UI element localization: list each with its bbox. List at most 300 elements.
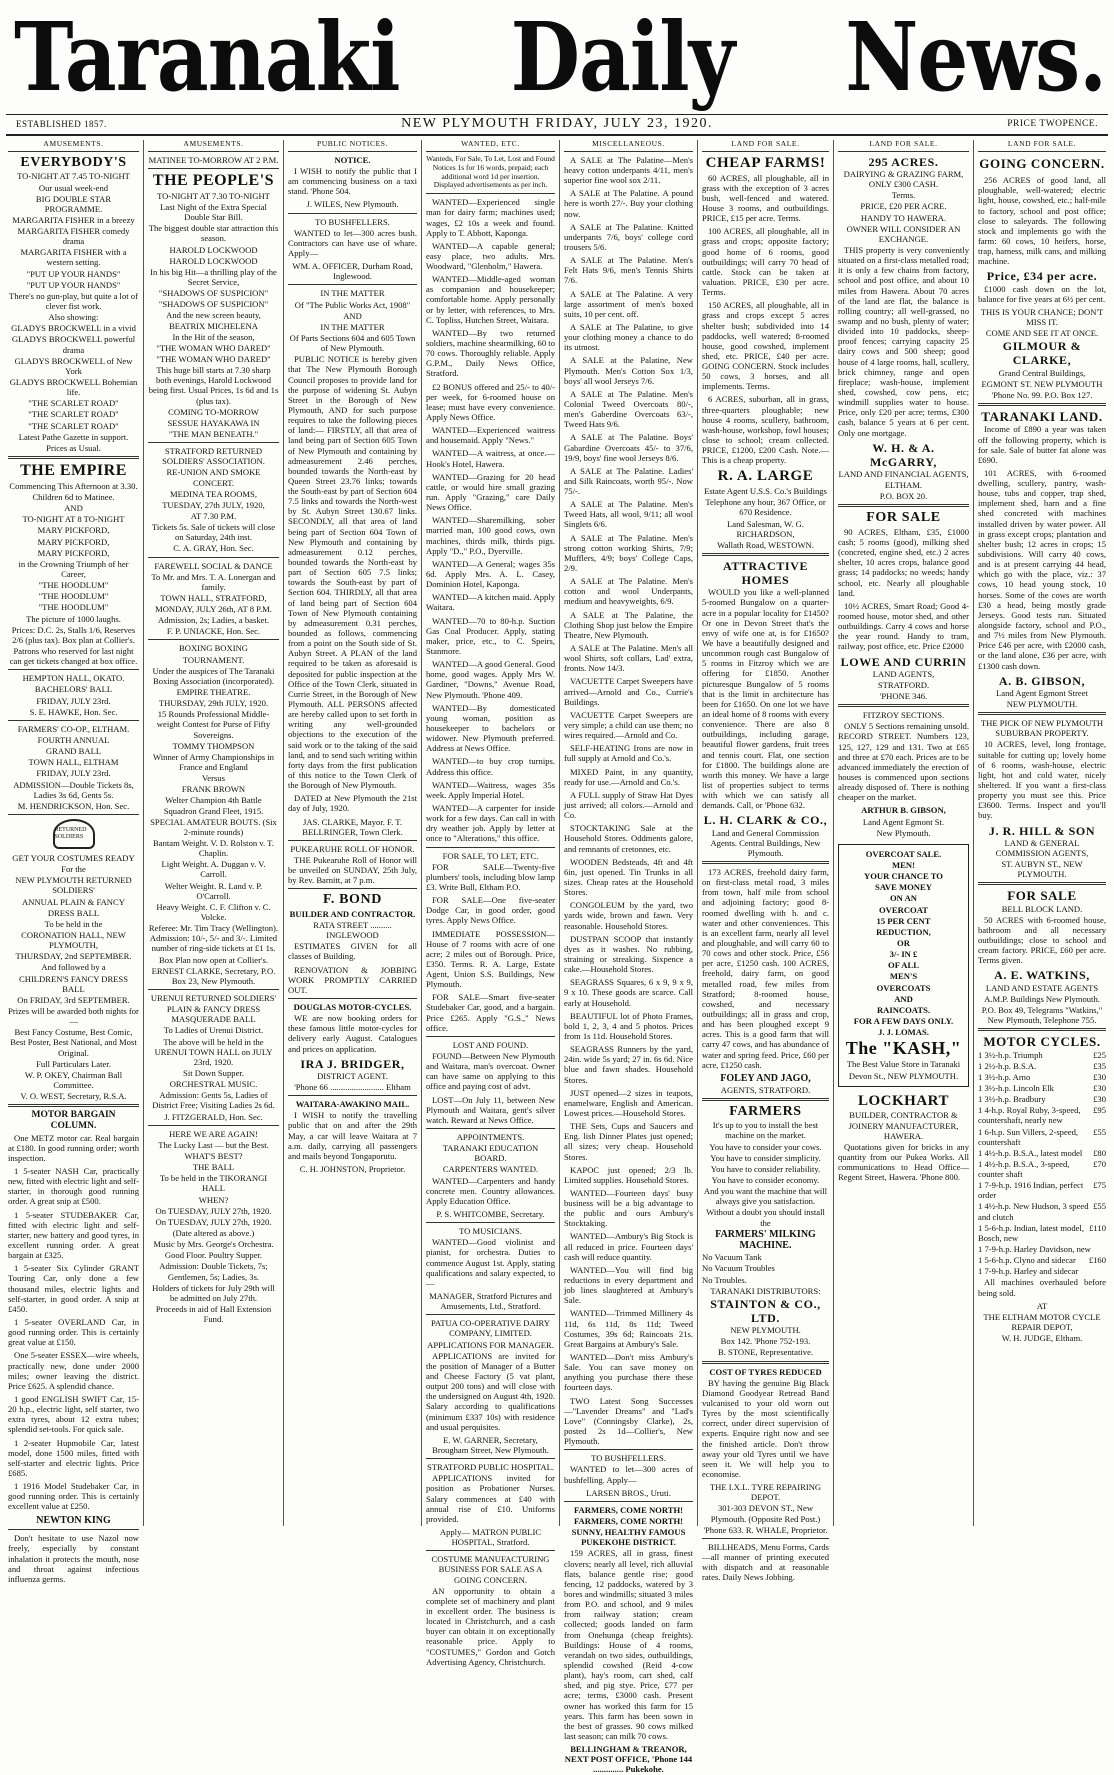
peoples-ad-item: "SHADOWS OF SUSPICION" <box>158 288 269 299</box>
farmers-ball-ad-item: M. HENDRICKSON, Hon. Sec. <box>17 800 130 811</box>
rsa-ball-ad-item: THURSDAY, 2nd SEPTEMBER. <box>15 951 132 962</box>
everybodys-ad-item: MARGARITA FISHER in a breezy <box>12 214 135 225</box>
gibson-name: A. B. GIBSON, <box>998 673 1086 688</box>
wanted-list-item: £2 BONUS offered and 25/- to 40/- per week, for 6-roomed house on lease; must have every convenience. Apply News Office. <box>426 381 555 423</box>
misc-list-item: A SALE at The Palatine. A pound here is worth 27/-. Buy your clothing now. <box>564 188 693 219</box>
motor-cycle-price: £30 <box>1093 1071 1106 1082</box>
kash-lines-item: SAVE MONEY <box>875 882 932 893</box>
misc-list-item: VACUETTE Carpet Sweepers have arrived—Arnold and Co., Currie's Buildings. <box>564 676 693 707</box>
motor-cycle-price: £80 <box>1093 1147 1106 1158</box>
farmers-ball-ad-item: TOWN HALL, ELTHAM <box>28 757 119 768</box>
mcgarry-name: W. H. & A. McGARRY, <box>870 440 937 469</box>
misc-list-item: WANTED—Don't miss Ambury's Sale. You can save money on anything you purchase there these fourteen days. <box>564 1352 693 1393</box>
wanted-list-item: WANTED—Experienced single man for dairy farm; machines used; wages, £2 10s a week and found. Apply to T. Abbott, Kaponga. <box>426 197 555 238</box>
rsa-ball-ad-item: And followed by a <box>41 962 106 973</box>
appointments-title: APPOINTMENTS. <box>456 1132 525 1143</box>
matinee-line: MATINEE TO-MORROW AT 2 P.M. <box>148 154 279 165</box>
tikorangi-ball-ad-item: On TUESDAY, JULY 27th, 1920. <box>155 1216 272 1227</box>
empire-ad <box>8 481 139 666</box>
waitara-text: I WISH to notify the travelling public that on and after the 29th May, a car will leave Waitara at 7 a.m. daily, carrying all passengers and mails beyond Tongaporutu. <box>288 1110 417 1161</box>
misc-list-item: SELF-HEATING Irons are now in full supply at Arnold and Co.'s. <box>564 743 693 764</box>
cheap-farms-list-item: 60 ACRES, all ploughable, all in grass with the exception of 3 acres bush, well-fenced and watered. House 3 rooms, and outbuildings. PRICE, £15 per acre. Terms. <box>702 172 829 224</box>
peoples-ad-item: In the Hit of the season, <box>172 331 255 342</box>
forsale-list-item: FOR SALE—Twenty-five plumbers' tools, including blow lamp £3. Write Bull, Eltham P.O. <box>426 861 555 892</box>
everybodys-ad-item: There's no gun-play, but quite a lot of clever fist work. <box>9 290 138 312</box>
boxing-ad-item: Referee: Mr. Tim Tracy (Wellington). Admission: 10/-, 5/- and 3/-. Limited number of ring-side tickets at £1 1s. <box>148 923 279 954</box>
bush-title: TO BUSHFELLERS. <box>591 1453 666 1464</box>
wanted-list-item: WANTED—A waitress, at once.—Hook's Hotel, Hawera. <box>426 448 555 469</box>
homes-text: WOULD you like a well-planned 5-roomed Bungalow on a quarter-acre in a popular locality for £1450? Or one in Devon Street that's the envy of wife one at, is for £1650? We have a beautifully designed and uncommon rough cast Bungalow of 5 rooms in Fitzroy which we are offering for £1850. Another picturesque Bungalow of 5 rooms that is the limit in architecture has been for £1650. On one lot we have an ideal home of 8 rooms with every convenience. There are also 8 outbuildings, including garage, beautiful flower gardens, fruit trees and tennis court. Flat, one section for £1800. The buildings alone are worth this money. We have a large list of properties subject to terms with which we can satisfy all demands. Call, or 'Phone 632. <box>702 587 829 811</box>
come-north-heading-item: FARMERS, COME NORTH! <box>573 1516 684 1526</box>
farewell-social-ad-item: Admission, 2s; Ladies, a basket. <box>158 615 269 626</box>
billheads-ad: BILLHEADS, Menu Forms, Cards—all manner of printing executed with dispatch and at reasonable rates. Daily News Jobbing. <box>702 1541 829 1583</box>
empire-ad-item: "THE HOODLUM" <box>38 602 109 613</box>
column-heading: WANTED, ETC. <box>426 140 555 152</box>
boxing-ad-item: Light Weight. A. Duggan v. V. Carroll. <box>161 859 266 880</box>
lowe-currin-lines-item: STRATFORD. <box>877 679 930 690</box>
milking-features-item: No Vacuum Troubles <box>702 1263 775 1274</box>
motor-cycle-price: £35 <box>1093 1060 1106 1071</box>
suburban-text: 10 ACRES, level, long frontage, suitable for cutting up; lovely home of 6 rooms, wash-house, electric light, hot and cold water, nicely sheltered. If you want a first-class property you must see this. Price £3600. Terms. Inspect and you'll buy. <box>978 739 1106 821</box>
masthead-word-1: Taranaki <box>14 1 400 113</box>
motor-bargain-list-item: 1 5-seater STUDEBAKER Car, fitted with electric light and self-starter, new battery and good tyres, in excellent running order. A great bargain at £325. <box>8 1209 139 1261</box>
bell-title: FOR SALE <box>1007 888 1077 904</box>
foley-text: 173 ACRES, freehold dairy farm, on first-class metal road, 3 miles from town, half mile from school and adjoining factory; good 8-roomed dwelling with h. and c. water and other conveniences. This is an excellent farm, nearly all level and ploughable, and will carry 60 to 70 cows and other stock. Price, £56 per acre, £1250 cash. 100 ACRES, freehold, dairy farm, on good metalled road, few miles from Stratford; 8-roomed house, cowshed, and necessary outbuildings; all in grass and crop, and has been ploughed except 9 acres. This is a good farm that will carry 47 cows, and has abundance of water and spring feed. Price, £60 per acre, £1250 cash. <box>702 866 829 1070</box>
tikorangi-ball-ad-item: The Lucky Last — but the Best. <box>158 1139 269 1150</box>
kash-lines-item: OVERCOAT <box>878 904 929 915</box>
bridger-phone: 'Phone 66 ......................... Eltham <box>294 1082 411 1093</box>
tikorangi-ball-ad-item: HERE WE ARE AGAIN! <box>169 1128 258 1139</box>
large-agent-lines <box>702 486 829 550</box>
motor-cycle-price: £110 <box>1089 1222 1106 1233</box>
forsale-list <box>426 862 555 1033</box>
wanted-list-item: WANTED—70 to 80-h.p. Suction Gas Coal Producer. Apply, stating maker, price, etc., to C. Speirs, Stanmore. <box>426 615 555 656</box>
tyres-title: COST OF TYRES REDUCED <box>709 1366 822 1377</box>
kash-lines-item: RAINCOATS. <box>876 1004 931 1015</box>
wanted-list <box>426 197 555 843</box>
carpenters-sign: P. S. WHITCOMBE, Secretary. <box>436 1209 545 1220</box>
bridger-name: IRA J. BRIDGER, <box>300 1056 405 1071</box>
nazol-notice: Don't hesitate to use Nazol now freely, especially by constant inhalation it protects the mouth, nose and throat against infectious influenza germs. <box>8 1533 139 1584</box>
boxing-ad-item: 15 Rounds Professional Middle-weight Contest for Purse of Fifty Sovereigns. <box>156 709 271 740</box>
everybodys-ad-item: Prices as Usual. <box>46 442 101 453</box>
masthead-word-3: News. <box>845 1 1106 113</box>
gibson-sub: Land Agent Egmont Street <box>996 687 1088 698</box>
farmers-ball-ad-item: GRAND BALL <box>45 746 102 757</box>
going-concern-text: 256 ACRES of good land, all ploughable, well-watered; electric light, house, cowshed, etc.; half-mile to factory, school and post office; close to saleyards. The following stock and implements go with the farm: 60 cows, 10 heifers, horse, trap, harness, milk cans, and milking machine. <box>978 175 1106 267</box>
ad295-lines-item: DAIRYING & GRAZING FARM, ONLY £300 CASH. <box>843 169 964 190</box>
motor-cycle-row <box>978 1083 1106 1093</box>
motor-cycle-price: £30 <box>1093 1094 1106 1105</box>
motor-cycle-name: 1 5-6-h.p. Indian, latest model, Bosch, new <box>978 1222 1084 1243</box>
bond-address: RATA STREET .......... INGLEWOOD <box>313 920 392 941</box>
misc-list <box>564 155 693 1446</box>
column-heading: LAND FOR SALE. <box>702 140 829 152</box>
motor-cycle-row <box>978 1148 1106 1158</box>
come-north-heading <box>564 1505 693 1548</box>
empire-ad-item: Commencing This Afternoon at 3.30. <box>9 480 138 491</box>
everybodys-title: EVERYBODY'S <box>20 154 127 170</box>
peoples-ad-item: Last Night of the Extra Special Double Star Bill. <box>160 202 267 223</box>
boxing-ad-item: Winner of Army Championships in France and England <box>153 751 274 773</box>
farewell-social-ad <box>148 561 279 637</box>
everybodys-ad-item: GLADYS BROCKWELL in a vivid <box>11 323 136 334</box>
motor-cycle-name: 1 4½-h.p. B.S.A., latest model <box>978 1147 1083 1158</box>
everybodys-ad-item: Also showing: <box>48 312 99 323</box>
wanted-list-item: WANTED—A kitchen maid. Apply Waitara. <box>426 592 555 613</box>
lowe-currin: LOWE AND CURRIN <box>840 654 967 669</box>
farewell-social-ad-item: TOWN HALL, STRATFORD, <box>160 592 267 603</box>
bond-lines-item: RENOVATION & JOBBING WORK PROMPTLY CARRIED OUT. <box>288 964 417 995</box>
farmers-ball-ad-item: FARMERS' CO-OP., ELTHAM. <box>17 723 130 734</box>
column-amusements-1 <box>4 139 144 1584</box>
rsa-ball-ad-item: For the <box>61 864 86 875</box>
motor-cycle-name: 1 3½-h.p. Arno <box>978 1071 1031 1082</box>
taranaki-land-title: TARANAKI LAND. <box>981 409 1103 425</box>
motor-cycle-price: £75 <box>1093 1180 1106 1191</box>
hempton-ad-item: FRIDAY, JULY 23rd. <box>36 695 111 706</box>
forsale-title: FOR SALE <box>866 510 941 526</box>
wanted-list-item: WANTED—A good General. Good home, good wages. Apply Mrs W. Gardiner, "Downs," Avenue Road, New Plymouth. 'Phone 409. <box>426 659 555 700</box>
motor-cycle-name: 1 2½-h.p. B.S.A. <box>978 1060 1037 1071</box>
gilmour-lines-item: EGMONT ST. NEW PLYMOUTH <box>981 378 1103 389</box>
empire-ad-item: MARY PICKFORD, <box>37 547 110 558</box>
boxing-ad-item: FRANK BROWN <box>181 784 246 795</box>
boxing-ad-item: BOXING BOXING <box>179 643 248 654</box>
farmers-ball-ad <box>8 724 139 811</box>
tikorangi-ball-ad-item: Good Floor. Poultry Supper. <box>164 1250 263 1261</box>
wanted-list-item: WANTED—A capable general; easy place, two adults. Mrs. Woodward, "Glenholm," Hawera. <box>426 240 555 272</box>
rsa-ball-ad-item: On FRIDAY, 3rd SEPTEMBER. <box>17 994 130 1005</box>
cheap-farms-title: CHEAP FARMS! <box>705 154 826 171</box>
motor-cycle-name: 1 3½-h.p. Lincoln Elk <box>978 1082 1054 1093</box>
farmers-lines-item: You have to consider reliability. <box>710 1163 821 1174</box>
hospital-text: APPLICATIONS invited for position as Probationer Nurses. Salary commences at £40 with annual rise of £10. Uniforms provided. <box>426 1473 555 1524</box>
pukearuhe-text: THE Pukearuhe Roll of Honor will be unveiled on SUNDAY, 25th July, by Rev. Barnitt, at 7 p.m. <box>288 854 417 886</box>
watkins-name: A. E. WATKINS, <box>994 968 1090 983</box>
column-land-for-sale-3 <box>974 140 1110 1526</box>
boxing-ad-item: Box Plan now open at Collier's. <box>159 954 268 965</box>
waitara-title: WAITARA-AWAKINO MAIL. <box>295 1099 410 1110</box>
forsale-list-item: 90 ACRES, Eltham, £35, £1000 cash; 5 rooms (good), milking shed (concreted, engine shed, etc.) 2 acres shelter, 10 acres crops, balance good grass; 14 paddocks; no weeds; handy school, etc. Nearly all ploughable land. <box>838 526 969 598</box>
bond-name: F. BOND <box>323 892 382 908</box>
motor-bargain-list-item: One 5-seater ESSEX—wire wheels, practically new, done under 2000 miles; owner leaving the district. Price £625. A splendid chance. <box>8 1350 139 1391</box>
column-heading: PUBLIC NOTICES. <box>288 140 417 152</box>
farewell-social-ad-item: To Mr. and Mrs. T. A. Lonergan and family. <box>151 571 276 592</box>
kash-lines-item: OVERCOATS <box>876 982 931 993</box>
boxing-ad-item: Versus <box>202 773 225 784</box>
gilmour-sub: Grand Central Buildings, <box>998 367 1086 378</box>
issue-price: PRICE TWOPENCE. <box>1007 118 1098 129</box>
tyres-text: BY having the genuine Big Black Diamond Goodyear Retread Band vulcanised to your old worn out Tyres by the most scientifically correct, under direct supervision of experts. Enquire right now and see the finished article. Don't throw away your old Tyres until we have seen it. We will help you to economise. <box>702 1377 829 1479</box>
stainton-box: Box 142. 'Phone 752-193. <box>720 1336 811 1347</box>
motor-bargain-list-item: 1 2-seater Hupmobile Car, latest model, done 1500 miles, fitted with self-starter and electric lights. Price £685. <box>8 1437 139 1478</box>
everybodys-ad-item: BIG DOUBLE STAR PROGRAMME. <box>35 193 112 214</box>
misc-list-item: A SALE at The Palatine. Men's Tweed Hats, all wool, 9/11; all wool Singlets 6/6. <box>564 499 693 530</box>
farmers-lines-item: You have to consider simplicity. <box>710 1152 821 1163</box>
public-works-heading-item: Of Parts Sections 604 and 605 Town of New Plymouth. <box>289 332 416 354</box>
milking-features-item: No Troubles. <box>702 1274 747 1285</box>
mcgarry-sub: LAND AND FINANCIAL AGENTS, <box>838 468 969 479</box>
stainton-addr: NEW PLYMOUTH. <box>730 1325 801 1336</box>
tikorangi-ball-ad-item: Proceeds in aid of Hall Extension Fund. <box>155 1303 272 1325</box>
everybodys-ad-item: GLADYS BROCKWELL powerful drama <box>11 334 136 355</box>
column-miscellaneous <box>560 139 698 1775</box>
rsa-ball-ad-item: V. O. WEST, Secretary, R.S.A. <box>20 1091 127 1102</box>
column-land-for-sale-1 <box>698 139 834 1583</box>
misc-list-item: A SALE at The Palatine—Men's heavy cotton underpants 4/11, men's superior fine wool sox 2/11. <box>564 154 693 186</box>
large-agent-lines-item: Wallath Road, WESTOWN. <box>717 539 814 550</box>
tikorangi-ball-ad-item: WHEN? <box>198 1194 229 1205</box>
mcgarry-lines-item: ELTHAM. <box>884 480 923 491</box>
motor-cycles-title: MOTOR CYCLES. <box>983 1034 1101 1050</box>
misc-list-item: A SALE at the Palatine, New Plymouth. Men's Cotton Sox 1/3, boys' all wool Jerseys 7/6. <box>564 355 693 386</box>
stratford-reunion-ad-item: RE-UNION AND SMOKE CONCERT. <box>166 467 261 488</box>
fitzroy-agent: ARTHUR B. GIBSON, <box>861 805 946 816</box>
motor-cycle-name: 1 6-h.p. Sun Villers, 2-speed, countershaft <box>978 1126 1079 1147</box>
notice-sign: J. WILES, New Plymouth. <box>306 199 399 210</box>
farmers-title: FARMERS <box>729 1103 802 1119</box>
wanted-list-item: WANTED—Middle-aged woman as companion and housekeeper; comfortable home. Apply personally or by letter, with references, to Mrs. C. Topliss, Hutchen Street, Waitara. <box>426 274 555 325</box>
motor-cycle-name: 1 4-h.p. Royal Ruby, 3-speed, countershaft, nearly new <box>978 1105 1081 1126</box>
motor-cycle-price: £70 <box>1093 1158 1106 1169</box>
column-land-for-sale-2 <box>834 140 974 1526</box>
come-north-heading-item: SUNNY, HEALTHY FAMOUS PUKEKOHE DISTRICT. <box>571 1527 686 1548</box>
farewell-social-ad-item: FAREWELL SOCIAL & DANCE <box>154 560 273 571</box>
dateline <box>6 114 1108 136</box>
empire-ad-item: "THE HOODLUM" <box>38 591 109 602</box>
ad295-lines-item: PRICE, £20 PER ACRE. <box>860 201 947 212</box>
farmers-ball-ad-item: FRIDAY, JULY 23rd. <box>36 768 111 779</box>
mcgarry-lines-item: P.O. BOX 20. <box>879 491 928 502</box>
forsale-list-item: IMMEDIATE POSSESSION—House of 7 rooms with acre of one acre; 2 miles out of Borough. Price, £350. Terms. R. A. Large, Estate Agent, Union S.S. Buildings, New Plymouth. <box>426 928 555 990</box>
issue-date: NEW PLYMOUTH FRIDAY, JULY 23, 1920. <box>401 116 713 132</box>
clark-agent: L. H. CLARK & CO., <box>703 813 828 828</box>
boxing-ad-item: THURSDAY, 29th JULY, 1920. <box>158 698 269 709</box>
motor-bargain-title: MOTOR BARGAIN COLUMN. <box>31 1110 116 1132</box>
costume-title: COSTUME MANUFACTURING BUSINESS FOR SALE AS A GOING CONCERN. <box>431 1554 550 1585</box>
rsa-ball-ad-item: Best Fancy Costume, Best Comic, Best Poster, Best National, and Most Original. <box>10 1027 137 1058</box>
taranaki-land-intro: Income of £890 a year was taken off the following property, which is for sale. Sale of butter fat alone was £690. <box>978 424 1106 465</box>
misc-list-item: A SALE at The Palatine, the Clothing Shop just below the Empire Theatre, New Plymouth. <box>564 609 693 640</box>
column-heading: MISCELLANEOUS. <box>564 140 693 152</box>
lockhart-sub: BUILDER, CONTRACTOR & JOINERY MANUFACTURER, HAWERA. <box>848 1110 959 1141</box>
cheap-farms-list-item: 6 ACRES, suburban, all in grass, three-quarters ploughable; new house 4 rooms, scullery, bathroom, wash-house, workshop, fowl houses; close to school; cream collected. PRICE, £1200, £200 Cash. Note.—This is a cheap property. <box>702 394 829 466</box>
gibson-addr: NEW PLYMOUTH. <box>1006 699 1078 710</box>
masthead-word-2: Daily <box>510 1 735 113</box>
motor-cycle-row <box>978 1105 1106 1125</box>
musicians-sign: MANAGER, Stratford Pictures and Amusements, Ltd., Stratford. <box>429 1291 552 1312</box>
public-works-heading-item: IN THE MATTER <box>320 321 385 332</box>
tikorangi-ball-ad <box>148 1129 279 1325</box>
peoples-ad-item: HAROLD LOCKWOOD <box>169 244 258 255</box>
large-agent-lines-item: Land Salesman, W. G. RICHARDSON, <box>727 518 804 539</box>
farmers-lines-item: It's up to you to install the best machine on the market. <box>712 1120 819 1141</box>
urenui-ball-ad-item: URENUI RETURNED SOLDIERS' <box>150 992 277 1003</box>
columns <box>4 139 1110 1775</box>
hill-name: J. R. HILL & SON <box>988 823 1096 838</box>
motor-cycles-list <box>978 1050 1106 1277</box>
motor-bargain-list-item: 1 5-seater NASH Car, practically new, fitted with electric light and self-starter, in thorough good running order. A great snip at £500. <box>8 1166 139 1207</box>
farewell-social-ad-item: MONDAY, JULY 26th, AT 8 P.M. <box>155 604 272 615</box>
kash-lines-item: AND <box>894 993 913 1004</box>
misc-list-item: SEAGRASS Runners by the yard, 24in. wide 5s yard; 27 in. 6s 6d. Nice blue and fawn shades. Household Stores. <box>564 1044 693 1085</box>
misc-list-item: STOCKTAKING Sale at the Household Stores. Oddments galore, and remnants of cretonnes, etc. <box>564 823 693 854</box>
bush-sign: LARSEN BROS., Uruti. <box>586 1487 671 1498</box>
misc-list-item: WANTED—Trimmed Millinery 4s 11d, 6s 11d, 8s 11d; Tweed Costumes, 39s 6d; Raincoats 21s. Great Bargains at Ambury's Sale. <box>564 1308 693 1349</box>
boxing-ad-item: Welter Weight. R. Land v. P. O'Carroll. <box>164 880 263 901</box>
misc-list-item: A SALE at The Palatine. Men's strong cotton working Shirts, 7/9; Mufflers, 4/9; boys' College Caps, 2/9. <box>564 532 693 574</box>
everybodys-ad-item: "THE SCARLET ROAD" <box>28 420 119 431</box>
motor-cycle-price: £25 <box>1093 1049 1106 1060</box>
kash-lines <box>843 849 964 1026</box>
public-works-heading <box>288 288 417 353</box>
homes-title-2: HOMES <box>741 573 790 588</box>
kash-store: The "KASH," <box>845 1038 962 1059</box>
peoples-title: THE PEOPLE'S <box>152 171 275 189</box>
watkins-lines-item: LAND AND ESTATE AGENTS <box>985 982 1099 993</box>
kash-lines-item: MEN! <box>892 860 915 870</box>
kash-lines-item: YOUR CHANCE TO <box>864 871 943 882</box>
everybodys-ad-item: TO-NIGHT AT 7.45 TO-NIGHT <box>17 171 130 182</box>
ad295-title: 295 ACRES. <box>868 154 939 169</box>
public-works-sign: JAS. CLARKE, Mayor. F. T. BELLRINGER, Town Clerk. <box>302 816 403 837</box>
empire-title: THE EMPIRE <box>20 462 127 480</box>
stainton-rep: B. STONE, Representative. <box>717 1347 814 1358</box>
wanted-list-item: WANTED—A carpenter for inside work for a few days. Can call in with dry weather job. Apply by letter at once to "Alterations," this office. <box>426 802 555 844</box>
fitzroy-text: ONLY 5 Sections remaining unsold. RECORD STREET. Numbers 123, 125, 127, 129 and 131. Two at £65 and three at £70 each. Prices are to be advanced immediately the erection of houses is commenced upon sections already disposed of. There is nothing cheaper on the market. <box>838 721 969 803</box>
bushfellers-title: TO BUSHFELLERS. <box>315 216 390 227</box>
peoples-ad-item: And the new screen beauty, BEATRIX MICHELENA <box>166 310 261 331</box>
motor-cycle-row <box>978 1180 1106 1200</box>
pukearuhe-title: PUKEARUHE ROLL OF HONOR. <box>290 843 415 854</box>
empire-ad-item: Patrons who reserved for last night can get tickets changed at box office. <box>9 646 138 667</box>
clark-sub: Land and General Commission Agents. Central Buildings, New Plymouth. <box>710 827 821 858</box>
motor-cycle-row <box>978 1061 1106 1071</box>
urenui-ball-ad-item: Sit Down Supper. <box>183 1067 244 1078</box>
wanted-terms: Wanteds, For Sale, To Let, Lost and Found Notices 1s for 16 words, prepaid; each additional word 1d per insertion. Displayed advertisements as per inch. <box>426 153 555 190</box>
wanted-list-item: WANTED—A General; wages 35s 6d. Apply Mrs. A. L. Casey, Dominion Hotel, Kaponga. <box>426 558 555 590</box>
empire-ad-item: The picture of 1000 laughs. <box>26 613 121 624</box>
cheap-farms-list <box>702 173 829 466</box>
tikorangi-ball-ad-item: (Date altered as above.) <box>172 1227 255 1238</box>
public-works-heading-item: IN THE MATTER <box>320 288 385 299</box>
wanted-list-item: WANTED—Waitress, wages 35s week. Apply Imperial Hotel. <box>426 779 555 800</box>
masthead <box>0 0 1114 113</box>
ad295-lines-item: Terms. <box>891 190 916 201</box>
forsale-title: FOR SALE, TO LET, ETC. <box>442 850 539 861</box>
forsale-list-item: 10½ ACRES, Smart Road; Good 4-roomed house, motor shed, and other outbuildings. Carry 4 cows and horse the year round. Handy to tram, railway, post office, etc. Price £2000 <box>838 600 969 652</box>
musicians-title: TO MUSICIANS. <box>459 1226 522 1237</box>
motor-cycle-name: 1 7-9-h.p. 1916 Indian, perfect order <box>978 1180 1084 1201</box>
going-concern-price: Price, £34 per acre. <box>986 269 1098 284</box>
gilmour-name: GILMOUR & CLARKE, <box>1002 339 1082 368</box>
costume-text: AN opportunity to obtain a complete set of machinery and plant in excellent order. The business is located in Christchurch, and a cash buyer can obtain it on exceptionally reasonable price. Apply to "COSTUMES," Gordon and Gotch Advertising Agency, Christchurch. <box>426 1585 555 1667</box>
boxing-ad-item: Under the auspices of The Taranaki Boxing Association (incorporated). <box>152 665 275 686</box>
lost-list-item: LOST—On July 11, between New Plymouth and Waitara, gent's silver watch. Reward at News Office. <box>426 1094 555 1125</box>
suburban-title: THE PICK OF NEW PLYMOUTH SUBURBAN PROPERTY. <box>980 718 1104 739</box>
motor-cycle-price: £30 <box>1093 1082 1106 1093</box>
misc-list-item: BEAUTIFUL lot of Photo Frames, bold 1, 2, 3, 4 and 5 photos. Prices from 1s 11d. Household Stores. <box>564 1010 693 1041</box>
bond-lines <box>288 941 417 995</box>
lost-list-item: FOUND—Between New Plymouth and Waitara, man's overcoat. Owner can have same on applying to this office and paying cost of advt. <box>426 1051 555 1092</box>
rsa-ball-ad-item: CORONATION HALL, NEW PLYMOUTH, <box>21 929 126 951</box>
motor-cycle-name: 1 5-6-h.p. Clyno and sidecar <box>978 1255 1076 1266</box>
farmers-lines-item: You have to consider economy. <box>711 1174 820 1185</box>
empire-ad-item: TO-NIGHT AT 8 TO-NIGHT <box>22 514 125 525</box>
misc-list-item: A SALE at The Palatine. Ladies' and Silk Raincoats, worth 95/-. Now 75/-. <box>564 465 693 497</box>
empire-ad-item: in the Crowning Triumph of her Career, <box>18 558 129 580</box>
farmers-ball-ad-item: ADMISSION—Double Tickets 8s, Ladies 3s 6d, Gents 5s. <box>13 779 134 800</box>
stratford-reunion-ad-item: STRATFORD RETURNED SOLDIERS' ASSOCIATION. <box>162 446 265 467</box>
taranaki-land-text: 101 ACRES, with 6-roomed dwelling, scullery, pantry, wash-house, tubs and copper, trap shed, implement shed, barn and a fine shed concreted with machines installed driven by water power. All in grass except crops; plantation and shelter bush; 12 acres in crops; 15 subdivisions. Will carry 40 cows, and is at present carrying 44 head, which go with the place, viz.: 37 cows, 10 head young stock, 10 horses. Some of the cows are worth £30 a head, being mostly grade Jerseys. Good tests run. Situated alongside factory, school and P.O., and 7½ miles from New Plymouth. Price £46 per acre, with £2000 cash, or the land alone, £36 per acre, with £1300 cash down. <box>978 467 1106 671</box>
motor-cycle-row <box>978 1094 1106 1104</box>
stratford-reunion-ad-item: Tickets 5s. Sale of tickets will close on Saturday, 24th inst. <box>151 522 276 543</box>
forsale-list-item: FOR SALE—One five-seater Dodge Car, in good order, good tyres. Apply News Office. <box>426 895 555 926</box>
motor-bargain-list-item: One METZ motor car. Real bargain at £180. In good running order; worth inspection. <box>8 1132 139 1163</box>
peoples-ad-item: "SHADOWS OF SUSPICION" <box>158 299 269 310</box>
peoples-ad-item: "THE WOMAN WHO DARED" <box>156 342 271 353</box>
misc-list-item: DUSTPAN SCOOP that instantly dyes as it washes. No rubbing, straining or streaking. Sixpence a cake.—Household Stores. <box>564 933 693 975</box>
empire-ad-item: MARY PICKFORD, <box>37 525 110 536</box>
misc-list-item: A SALE at The Palatine, to give your clothing money a chance to do its utmost. <box>564 321 693 353</box>
kash-lines-item: OF ALL <box>888 960 919 971</box>
farmers-lines-item: You have to consider your cows. <box>709 1141 822 1152</box>
rsa-ball-ad <box>8 853 139 1101</box>
column-amusements-2 <box>144 140 284 1526</box>
gilmour-lines <box>978 379 1106 400</box>
kash-lines-item: REDUCTION, <box>876 926 931 937</box>
kash-lines-item: OR <box>897 937 910 948</box>
misc-list-item: A SALE at The Palatine. Men's cotton and wool Underpants, medium and heavyweights, 6/9. <box>564 576 693 607</box>
come-north-sign: BELLINGHAM & TREANOR, NEXT POST OFFICE, 'Phone 144 .............. Pukekohe. <box>564 1744 693 1775</box>
notice-title: NOTICE. <box>334 154 371 165</box>
everybodys-ad-item: GLADYS BROCKWELL Bohemian life. <box>9 377 138 398</box>
peoples-ad-item: "THE MAN BENEATH." <box>168 428 259 439</box>
misc-list-item: WANTED—Fourteen days' busy business will be a big advantage to the public and ours Ambury's Stocktaking. <box>564 1187 693 1229</box>
everybodys-ad-item: Our usual week-end <box>38 182 109 193</box>
rsa-emblem: RETURNED SOLDIERS <box>53 819 95 849</box>
boxing-ad-item: Heavy Weight. C. F. Clifton v. C. Volcke. <box>156 901 271 922</box>
motor-cycle-row <box>978 1072 1106 1082</box>
rsa-ball-ad-item: Prizes will be awarded both nights for— <box>8 1005 139 1027</box>
stratford-reunion-ad-item: MEDINA TEA ROOMS, <box>170 488 257 499</box>
everybodys-ad-item: "PUT UP YOUR HANDS" <box>26 268 121 279</box>
milking-machine: FARMERS' MILKING MACHINE. <box>715 1228 816 1252</box>
bond-lines-item: ESTIMATES GIVEN for all classes of Building. <box>288 941 417 962</box>
tyres-phone: 'Phone 633. R. WHALE, Proprietor. <box>703 1524 828 1535</box>
homes-title-1: ATTRACTIVE <box>722 559 809 573</box>
established-year: ESTABLISHED 1857. <box>16 119 107 130</box>
carpenters-text: WANTED—Carpenters and handy concrete men. Country allowances. Apply Education Office. <box>426 1175 555 1206</box>
boxing-ad-item: Bantam Weight. V. D. Rolston v. T. Chaplin. <box>153 838 274 859</box>
column-wanted <box>422 139 560 1667</box>
everybodys-ad-item: GLADYS BROCKWELL of New York <box>14 355 133 376</box>
peoples-ad-item: In his big Hit—a thrilling play of the Secret Service, <box>150 266 277 287</box>
misc-list-item: A SALE at The Palatine. Men's all wool Shirts, soft collars, Lad' extra, fronts. Now 14/3. <box>564 643 693 674</box>
milking-features <box>702 1252 829 1284</box>
farewell-social-ad-item: F. P. UNIACKE, Hon. Sec. <box>166 626 261 637</box>
wanted-list-item: WANTED—By domesticated young woman, position as housekeeper to bachelors or widower. New Plymouth preferred. Address at News Office. <box>426 702 555 754</box>
urenui-ball-ad-item: J. FITZGERALD, Hon. Sec. <box>164 1111 263 1122</box>
peoples-ad-item: The biggest double star attraction this season. <box>148 223 279 244</box>
large-agent: R. A. LARGE <box>717 468 814 485</box>
misc-list-item: A SALE at The Palatine. Knitted underpants 7/6, boys' college cord trousers 5/6. <box>564 221 693 252</box>
stratford-reunion-ad-item: TUESDAY, 27th JULY, 1920, <box>162 499 265 510</box>
come-north-heading-item: FARMERS, COME NORTH! <box>573 1504 684 1515</box>
column-heading: LAND FOR SALE. <box>978 140 1106 152</box>
watkins-lines-item: P.O. Box 49, Telegrams "Watkins," New Plymouth, Telephone 755. <box>981 1004 1103 1026</box>
